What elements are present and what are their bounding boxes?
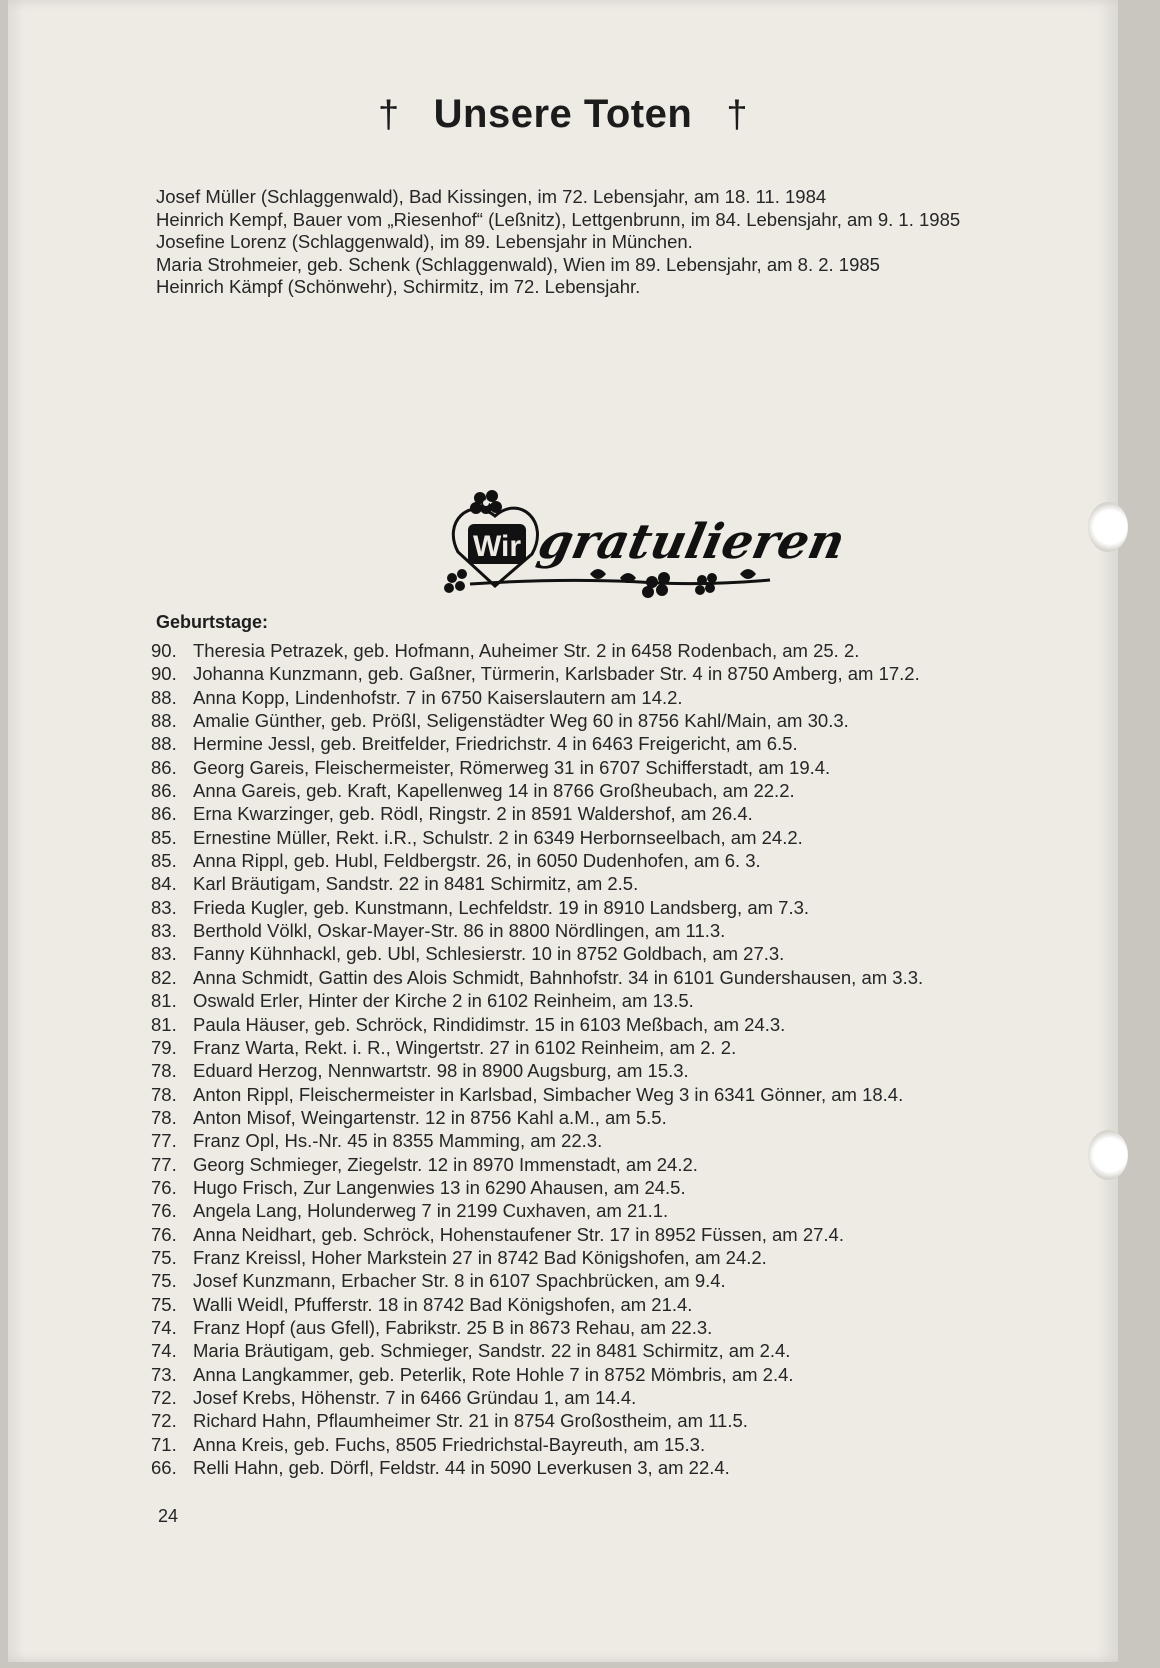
birthday-age: 74. — [151, 1340, 177, 1362]
birthday-text: Erna Kwarzinger, geb. Rödl, Ringstr. 2 in 8591 Waldershof, am 26.4. — [193, 803, 753, 825]
birthday-entry — [151, 896, 923, 919]
birthday-entry — [151, 1083, 923, 1106]
birthday-text: Franz Kreissl, Hoher Markstein 27 in 8742 Bad Königshofen, am 24.2. — [193, 1246, 767, 1268]
birthday-entry — [151, 779, 923, 802]
birthday-text: Karl Bräutigam, Sandstr. 22 in 8481 Schirmitz, am 2.5. — [193, 873, 639, 895]
birthday-entry — [151, 756, 923, 779]
birthday-text: Hermine Jessl, geb. Breitfelder, Friedrichstr. 4 in 6463 Freigericht, am 6.5. — [193, 733, 798, 755]
birthday-entry — [151, 662, 923, 685]
birthday-age: 72. — [151, 1410, 177, 1432]
birthday-age: 76. — [151, 1200, 177, 1222]
birthday-entry — [151, 1339, 923, 1362]
birthday-age: 74. — [151, 1316, 177, 1338]
birthday-entry — [151, 1129, 923, 1152]
birthday-text: Anna Neidhart, geb. Schröck, Hohenstaufener Str. 17 in 8952 Füssen, am 27.4. — [193, 1223, 844, 1245]
birthday-text: Frieda Kugler, geb. Kunstmann, Lechfeldstr. 19 in 8910 Landsberg, am 7.3. — [193, 896, 810, 918]
birthday-text: Franz Hopf (aus Gfell), Fabrikstr. 25 B in 8673 Rehau, am 22.3. — [193, 1316, 713, 1338]
obituary-entry: Josefine Lorenz (Schlaggenwald), im 89. Lebensjahr in München. — [156, 231, 693, 252]
birthday-entry — [151, 1293, 923, 1316]
birthday-entry — [151, 639, 923, 662]
birthday-text: Theresia Petrazek, geb. Hofmann, Auheimer Str. 2 in 6458 Rodenbach, am 25. 2. — [193, 640, 860, 661]
birthday-entry — [151, 1269, 923, 1292]
birthday-age: 78. — [151, 1083, 177, 1105]
logo-word-wir: Wir — [472, 530, 522, 563]
birthday-text: Walli Weidl, Pfufferstr. 18 in 8742 Bad Königshofen, am 21.4. — [193, 1293, 693, 1315]
birthday-text: Berthold Völkl, Oskar-Mayer-Str. 86 in 8800 Nördlingen, am 11.3. — [193, 920, 726, 942]
birthday-text: Ernestine Müller, Rekt. i.R., Schulstr. 2 in 6349 Herbornseelbach, am 24.2. — [193, 826, 803, 848]
birthday-entry — [151, 966, 923, 989]
birthday-text: Fanny Kühnhackl, geb. Ubl, Schlesierstr. 10 in 8752 Goldbach, am 27.3. — [193, 943, 785, 965]
birthday-entry — [151, 1409, 923, 1432]
birthday-age: 90. — [151, 663, 177, 685]
title-text: Unsere Toten — [433, 92, 693, 136]
birthday-entry — [151, 1456, 923, 1479]
cross-icon: † — [726, 94, 748, 136]
birthday-text: Josef Krebs, Höhenstr. 7 in 6466 Gründau 1, am 14.4. — [193, 1387, 637, 1408]
birthday-entry — [151, 1363, 923, 1386]
birthday-entry — [151, 942, 923, 965]
birthday-age: 78. — [151, 1106, 177, 1128]
birthday-age: 75. — [151, 1293, 177, 1315]
obituary-entry: Josef Müller (Schlaggenwald), Bad Kissingen, im 72. Lebensjahr, am 18. 11. 1984 — [156, 186, 827, 207]
birthday-entry — [151, 872, 923, 895]
birthday-age: 86. — [151, 780, 177, 802]
birthday-entry — [151, 1386, 923, 1409]
birthday-age: 88. — [151, 710, 177, 732]
cross-icon: † — [378, 94, 400, 136]
birthday-entry — [151, 732, 923, 755]
birthday-entry — [151, 1199, 923, 1222]
document-page — [8, 0, 1118, 1662]
birthday-text: Eduard Herzog, Nennwartstr. 98 in 8900 Augsburg, am 15.3. — [193, 1060, 689, 1082]
birthday-age: 76. — [151, 1223, 177, 1245]
birthday-list — [151, 639, 923, 1479]
birthday-text: Anna Schmidt, Gattin des Alois Schmidt, Bahnhofstr. 34 in 6101 Gundershausen, am 3.3. — [193, 966, 924, 988]
birthday-entry — [151, 802, 923, 825]
obituary-entry: Maria Strohmeier, geb. Schenk (Schlaggenwald), Wien im 89. Lebensjahr, am 8. 2. 1985 — [156, 253, 880, 275]
birthday-text: Amalie Günther, geb. Prößl, Seligenstädter Weg 60 in 8756 Kahl/Main, am 30.3. — [193, 710, 849, 732]
birthday-text: Johanna Kunzmann, geb. Gaßner, Türmerin, Karlsbader Str. 4 in 8750 Amberg, am 17.2. — [193, 663, 920, 685]
birthday-age: 88. — [151, 733, 177, 755]
birthday-entry — [151, 1036, 923, 1059]
birthday-age: 85. — [151, 826, 177, 848]
obituary-entry: Heinrich Kempf, Bauer vom „Riesenhof“ (Leßnitz), Lettgenbrunn, im 84. Lebensjahr, am 9. 1. 1985 — [156, 208, 961, 230]
punch-hole — [1088, 1130, 1128, 1180]
birthday-entry — [151, 709, 923, 732]
birthday-entry — [151, 919, 923, 942]
birthday-text: Richard Hahn, Pflaumheimer Str. 21 in 8754 Großostheim, am 11.5. — [193, 1410, 748, 1432]
birthday-entry — [151, 1059, 923, 1082]
birthday-text: Franz Warta, Rekt. i. R., Wingertstr. 27 in 6102 Reinheim, am 2. 2. — [193, 1036, 737, 1058]
birthday-text: Anna Kreis, geb. Fuchs, 8505 Friedrichstal-Bayreuth, am 15.3. — [193, 1433, 706, 1455]
page-title — [8, 92, 1118, 137]
birthday-entry — [151, 1106, 923, 1129]
birthday-text: Anton Misof, Weingartenstr. 12 in 8756 Kahl a.M., am 5.5. — [193, 1106, 667, 1128]
birthday-entry — [151, 1013, 923, 1036]
birthday-age: 82. — [151, 966, 177, 988]
birthday-text: Angela Lang, Holunderweg 7 in 2199 Cuxhaven, am 21.1. — [193, 1200, 669, 1222]
birthday-entry — [151, 849, 923, 872]
birthday-age: 66. — [151, 1457, 177, 1479]
birthday-age: 83. — [151, 943, 177, 965]
birthday-text: Josef Kunzmann, Erbacher Str. 8 in 6107 Spachbrücken, am 9.4. — [193, 1270, 726, 1292]
birthday-text: Anton Rippl, Fleischermeister in Karlsbad, Simbacher Weg 3 in 6341 Gönner, am 18.4. — [193, 1083, 904, 1105]
birthday-entry — [151, 1176, 923, 1199]
birthday-text: Franz Opl, Hs.-Nr. 45 in 8355 Mamming, am 22.3. — [193, 1130, 603, 1152]
birthday-age: 76. — [151, 1176, 177, 1198]
birthday-age: 73. — [151, 1363, 177, 1385]
logo-word-gratulieren: gratulieren — [533, 513, 850, 570]
obituary-list — [156, 186, 960, 299]
punch-hole — [1088, 502, 1128, 552]
birthday-age: 88. — [151, 686, 177, 708]
birthday-age: 77. — [151, 1153, 177, 1175]
obituary-entry: Heinrich Kämpf (Schönwehr), Schirmitz, im 72. Lebensjahr. — [156, 276, 641, 297]
birthday-age: 72. — [151, 1387, 177, 1408]
birthday-text: Paula Häuser, geb. Schröck, Rindidimstr. 15 in 6103 Meßbach, am 24.3. — [193, 1013, 786, 1035]
birthday-age: 86. — [151, 756, 177, 778]
birthday-age: 83. — [151, 896, 177, 918]
birthday-age: 75. — [151, 1246, 177, 1268]
birthday-entry — [151, 1153, 923, 1176]
birthday-text: Anna Gareis, geb. Kraft, Kapellenweg 14 in 8766 Großheubach, am 22.2. — [193, 780, 795, 802]
birthday-text: Anna Langkammer, geb. Peterlik, Rote Hohle 7 in 8752 Mömbris, am 2.4. — [193, 1363, 794, 1385]
birthday-text: Georg Schmieger, Ziegelstr. 12 in 8970 Immenstadt, am 24.2. — [193, 1153, 698, 1175]
birthday-age: 78. — [151, 1060, 177, 1082]
birthday-age: 79. — [151, 1036, 177, 1058]
birthdays-heading: Geburtstage: — [156, 612, 269, 632]
birthday-age: 81. — [151, 990, 177, 1012]
birthday-age: 85. — [151, 850, 177, 872]
birthday-entry — [151, 826, 923, 849]
birthday-age: 90. — [151, 640, 177, 661]
birthday-text: Relli Hahn, geb. Dörfl, Feldstr. 44 in 5090 Leverkusen 3, am 22.4. — [193, 1457, 730, 1479]
birthday-age: 75. — [151, 1270, 177, 1292]
birthday-age: 83. — [151, 920, 177, 942]
birthday-text: Maria Bräutigam, geb. Schmieger, Sandstr. 22 in 8481 Schirmitz, am 2.4. — [193, 1340, 791, 1362]
birthday-text: Oswald Erler, Hinter der Kirche 2 in 6102 Reinheim, am 13.5. — [193, 990, 694, 1012]
birthday-entry — [151, 1246, 923, 1269]
birthday-text: Georg Gareis, Fleischermeister, Römerweg 31 in 6707 Schifferstadt, am 19.4. — [193, 756, 831, 778]
birthday-age: 71. — [151, 1433, 177, 1455]
birthday-text: Hugo Frisch, Zur Langenwies 13 in 6290 Ahausen, am 24.5. — [193, 1176, 686, 1198]
birthday-entry — [151, 1223, 923, 1246]
birthday-age: 77. — [151, 1130, 177, 1152]
birthday-entry — [151, 989, 923, 1012]
page-number: 24 — [158, 1506, 179, 1526]
birthday-entry — [151, 686, 923, 709]
birthday-text: Anna Kopp, Lindenhofstr. 7 in 6750 Kaiserslautern am 14.2. — [193, 686, 683, 708]
birthday-age: 86. — [151, 803, 177, 825]
birthday-age: 84. — [151, 873, 177, 895]
birthday-text: Anna Rippl, geb. Hubl, Feldbergstr. 26, in 6050 Dudenhofen, am 6. 3. — [193, 850, 761, 872]
birthday-entry — [151, 1316, 923, 1339]
birthday-entry — [151, 1433, 923, 1456]
wir-gratulieren-logo — [440, 482, 850, 600]
birthday-age: 81. — [151, 1013, 177, 1035]
